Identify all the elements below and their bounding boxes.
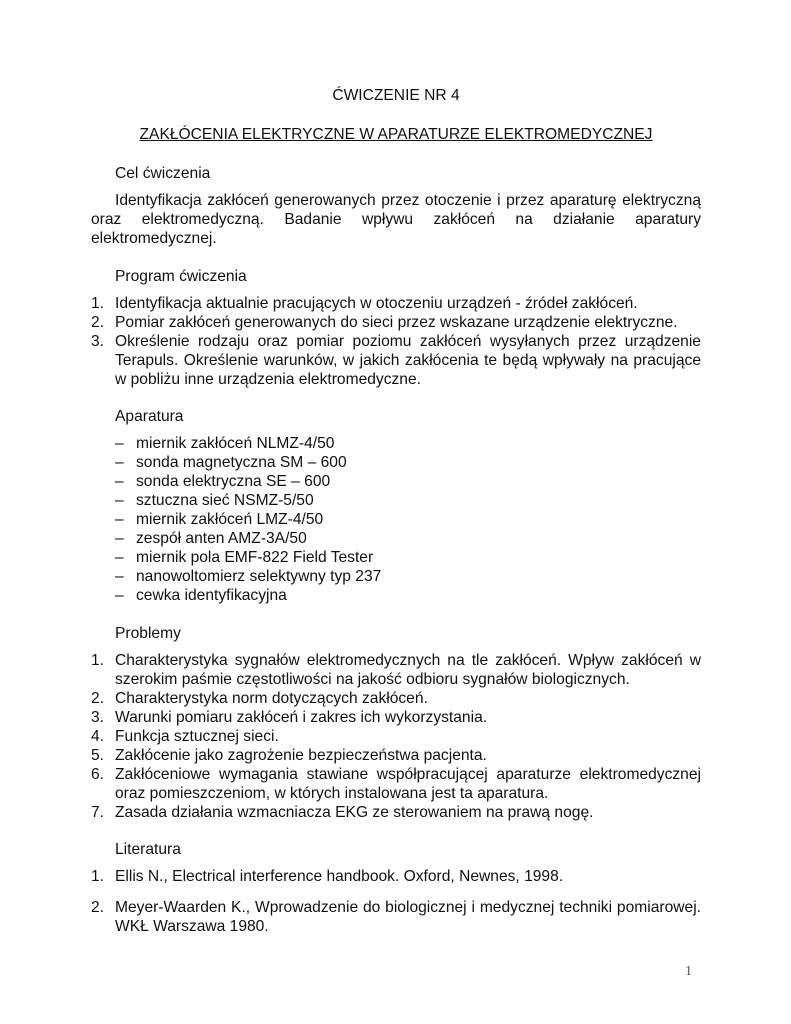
item-text: sztuczna sieć NSMZ-5/50 bbox=[136, 492, 314, 509]
item-text: Charakterystyka sygnałów elektromedycznych na tle zakłóceń. Wpływ zakłóceń w szerokim paśmie częstotliwości na jakość odbioru sygnałów biologicznych. bbox=[115, 652, 701, 688]
dash-bullet: – bbox=[115, 435, 124, 452]
program-item bbox=[91, 313, 701, 332]
page-number: 1 bbox=[685, 964, 692, 979]
document-body bbox=[91, 86, 701, 954]
item-text: Ellis N., Electrical interference handbook. Oxford, Newnes, 1998. bbox=[115, 868, 564, 885]
problem-item bbox=[91, 803, 701, 822]
item-text: cewka identyfikacyjna bbox=[136, 587, 287, 604]
dash-bullet: – bbox=[115, 473, 124, 490]
program-item bbox=[91, 332, 701, 389]
item-text: Charakterystyka norm dotyczących zakłóceń. bbox=[115, 690, 428, 707]
problem-item bbox=[91, 765, 701, 803]
item-text: Zakłóceniowe wymagania stawiane współpracującej aparaturze elektromedycznej oraz pomieszczeniom, w których instalowana jest ta aparatura. bbox=[115, 766, 701, 802]
equipment-list bbox=[91, 434, 701, 605]
item-text: sonda magnetyczna SM – 600 bbox=[136, 454, 347, 471]
equipment-item bbox=[115, 586, 701, 605]
item-text: sonda elektryczna SE – 600 bbox=[136, 473, 331, 490]
literature-heading: Literatura bbox=[115, 841, 181, 858]
item-number: 5. bbox=[91, 747, 105, 764]
item-text: zespół anten AMZ-3A/50 bbox=[136, 530, 307, 547]
program-item bbox=[91, 294, 701, 313]
equipment-item bbox=[115, 453, 701, 472]
item-text: Pomiar zakłóceń generowanych do sieci przez wskazane urządzenie elektryczne. bbox=[115, 314, 678, 331]
item-number: 4. bbox=[91, 728, 105, 745]
item-number: 6. bbox=[91, 766, 105, 783]
equipment-item bbox=[115, 491, 701, 510]
item-text: Zakłócenie jako zagrożenie bezpieczeństwa pacjenta. bbox=[115, 747, 487, 764]
problem-item bbox=[91, 746, 701, 765]
problem-item bbox=[91, 689, 701, 708]
dash-bullet: – bbox=[115, 587, 124, 604]
literature-list bbox=[91, 867, 701, 936]
exercise-subtitle: ZAKŁÓCENIA ELEKTRYCZNE W APARATURZE ELEKTROMEDYCZNEJ bbox=[139, 126, 653, 143]
item-number: 1. bbox=[91, 295, 105, 312]
item-text: Identyfikacja aktualnie pracujących w otoczeniu urządzeń - źródeł zakłóceń. bbox=[115, 295, 638, 312]
item-text: Warunki pomiaru zakłóceń i zakres ich wykorzystania. bbox=[115, 709, 488, 726]
literature-item bbox=[91, 898, 701, 936]
dash-bullet: – bbox=[115, 568, 124, 585]
literature-item bbox=[91, 867, 701, 886]
item-number: 2. bbox=[91, 899, 105, 916]
item-text: Określenie rodzaju oraz pomiar poziomu zakłóceń wysyłanych przez urządzenie Terapuls. Określenie warunków, w jakich zakłócenia te będą wpływały na pracujące w pobliżu inne urządzenia elektromedyczne. bbox=[115, 333, 701, 388]
item-text: miernik zakłóceń NLMZ-4/50 bbox=[136, 435, 335, 452]
equipment-item bbox=[115, 510, 701, 529]
equipment-item bbox=[115, 567, 701, 586]
item-number: 7. bbox=[91, 804, 105, 821]
dash-bullet: – bbox=[115, 454, 124, 471]
dash-bullet: – bbox=[115, 492, 124, 509]
problems-heading: Problemy bbox=[115, 625, 181, 642]
item-number: 1. bbox=[91, 868, 105, 885]
equipment-item bbox=[115, 529, 701, 548]
dash-bullet: – bbox=[115, 511, 124, 528]
item-number: 1. bbox=[91, 652, 105, 669]
problems-list bbox=[91, 651, 701, 822]
problem-item bbox=[91, 727, 701, 746]
program-list bbox=[91, 294, 701, 389]
item-number: 2. bbox=[91, 690, 105, 707]
item-text: miernik pola EMF-822 Field Tester bbox=[136, 549, 374, 566]
program-heading: Program ćwiczenia bbox=[115, 268, 247, 285]
item-text: nanowoltomierz selektywny typ 237 bbox=[136, 568, 382, 585]
problem-item bbox=[91, 708, 701, 727]
equipment-item bbox=[115, 472, 701, 491]
item-number: 3. bbox=[91, 333, 105, 350]
item-text: Funkcja sztucznej sieci. bbox=[115, 728, 279, 745]
dash-bullet: – bbox=[115, 549, 124, 566]
exercise-title: ĆWICZENIE NR 4 bbox=[332, 87, 460, 104]
equipment-heading: Aparatura bbox=[115, 408, 184, 425]
goal-heading: Cel ćwiczenia bbox=[115, 165, 211, 182]
dash-bullet: – bbox=[115, 530, 124, 547]
item-text: Meyer-Waarden K., Wprowadzenie do biologicznej i medycznej techniki pomiarowej. WKŁ Warszawa 1980. bbox=[115, 899, 701, 935]
equipment-item bbox=[115, 434, 701, 453]
item-text: miernik zakłóceń LMZ-4/50 bbox=[136, 511, 324, 528]
item-number: 2. bbox=[91, 314, 105, 331]
equipment-item bbox=[115, 548, 701, 567]
goal-paragraph: Identyfikacja zakłóceń generowanych przez otoczenie i przez aparaturę elektryczną oraz elektromedyczną. Badanie wpływu zakłóceń na działanie aparatury elektromedycznej. bbox=[91, 192, 701, 247]
problem-item bbox=[91, 651, 701, 689]
item-number: 3. bbox=[91, 709, 105, 726]
item-text: Zasada działania wzmacniacza EKG ze sterowaniem na prawą nogę. bbox=[115, 804, 594, 821]
